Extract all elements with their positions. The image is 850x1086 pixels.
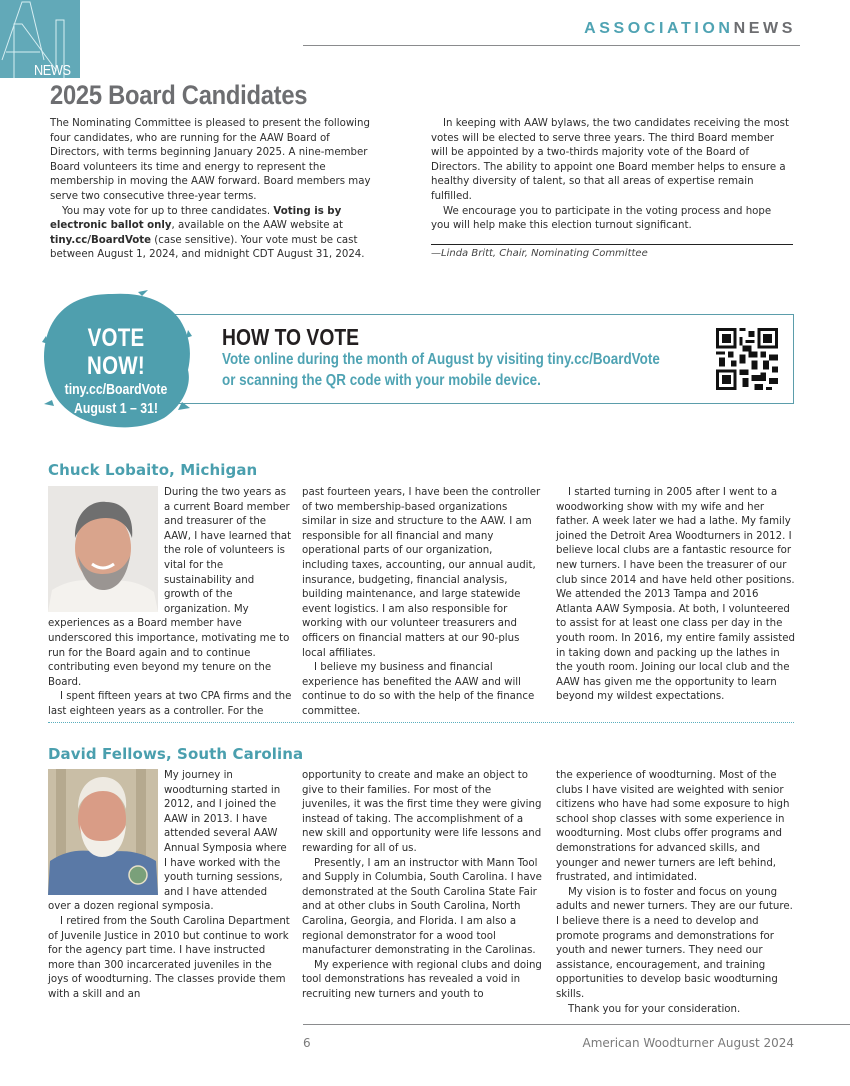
candidate-2-paragraph-7: My vision is to foster and focus on young adults and newer turners. They are our future. I believe there is a need to develop and promote programs and demonstrations for youth and newer turners. They need our assistance, encouragement, and training opportunities to develop basic woodturning skills. — [556, 886, 793, 1000]
vote-now-dates: August 1 – 31! — [73, 400, 159, 417]
encourage-paragraph: We encourage you to participate in the voting process and hope you will help make this election turnout significant. — [431, 205, 772, 232]
vote-link[interactable]: tiny.cc/BoardVote — [50, 234, 152, 246]
publication-name: American Woodturner August 2024 — [582, 1036, 794, 1050]
intro-voting-paragraph — [50, 205, 382, 263]
candidate-2-paragraph-3: opportunity to create and make an object to give to their families. For most of the juveniles, it was the first time they were giving instead of taking. The accomplishment of a new skill and opportunity were life lessons and rewarding for all of us. — [302, 770, 542, 854]
candidate-2-paragraph-6: the experience of woodturning. Most of the clubs I have visited are weighted with senior citizens who have had some exposure to high school shop classes with some experience in woodturning. Most clubs offer programs and demonstrations for advanced skills, and younger and newer turners are left behind, frustrated, and intimidated. — [556, 770, 790, 884]
candidate-2-column-3 — [556, 769, 796, 1017]
section-label — [584, 20, 796, 38]
candidate-1-column-1 — [48, 486, 292, 720]
candidate-2-paragraph-8: Thank you for your consideration. — [568, 1003, 741, 1015]
header-rule — [303, 45, 800, 46]
candidate-1-paragraph-1: During the two years as a current Board member and treasurer of the AAW, I have learned that the role of volunteers is vital for the sustainability and growth of the organization. My experiences as a Board member have underscored this importance, motivating me to run for the Board again and to continue contributing even beyond my tenure on the Board. — [48, 487, 292, 688]
logo-news-word: NEWS — [34, 62, 71, 78]
candidate-2-paragraph-2: I retired from the South Carolina Department of Juvenile Justice in 2010 but continue to work for the agency part time. I have instructed more than 300 incarcerated juveniles in the joys of woodturning. The classes provide them with a skill and an — [48, 915, 290, 1000]
how-to-vote-heading: HOW TO VOTE — [222, 324, 360, 350]
text-run: You may vote for up to three candidates. — [62, 205, 274, 217]
candidate-1-paragraph-5: I started turning in 2005 after I went to a woodworking show with my wife and her father. A week later we had a lathe. My family joined the Detroit Area Woodturners in 2012. I believe local clubs are a fantastic resource for new turners. I have been the treasurer of our club since 2014 and have held other positions. We attended the 2013 Tampa and 2016 Atlanta AAW Symposia. At both, I volunteered to assist for at least one class per day in the youth room. In 2016, my entire family assisted in taking down and packing up the lathes in the youth room. Joining our local club and the AAW has given me the opportunity to learn beyond my wildest expectations. — [556, 487, 795, 703]
candidate-2-paragraph-1: My journey in woodturning started in 2012, and I joined the AAW in 2013. I have attended several AAW Annual Symposia where I have worked with the youth turning sessions, and I have attended over a dozen regional symposia. — [48, 770, 287, 913]
intro-right-column — [431, 117, 793, 234]
candidate-photo-david — [48, 769, 158, 895]
candidate-1-paragraph-2: I spent fifteen years at two CPA firms and the last eighteen years as a controller. For the — [48, 691, 292, 717]
candidate-2-paragraph-5: My experience with regional clubs and doing tool demonstrations has revealed a void in recruiting new turners and youth to — [302, 959, 542, 1000]
candidate-2-column-2 — [302, 769, 542, 1003]
intro-paragraph: The Nominating Committee is pleased to present the following four candidates, who are running for the AAW Board of Directors, with terms beginning January 2025. A nine-member Board volunteers its time and energy to represent the membership in moving the AAW forward. Board members may serve two consecutive three-year terms. — [50, 118, 371, 202]
candidate-divider — [48, 722, 794, 723]
candidate-1-paragraph-3: past fourteen years, I have been the controller of two membership-based organizations similar in size and structure to the AAW. I am responsible for all financial and many operational parts of our organization, including taxes, accounting, our annual audit, insurance, budgeting, financial analysis, building maintenance, and large statewide event logistics. I am also responsible for working with our volunteer treasurers and officers on financial matters at our 90-plus local affiliates. — [302, 487, 541, 659]
how-to-vote-line-2: or scanning the QR code with your mobile device. — [222, 372, 541, 389]
candidate-name-david-fellows: David Fellows, South Carolina — [48, 745, 304, 763]
candidate-1-column-2 — [302, 486, 542, 720]
page-number: 6 — [303, 1036, 311, 1050]
vote-now-splash — [50, 324, 182, 418]
candidate-2-column-1 — [48, 769, 292, 1003]
intro-left-column — [50, 117, 382, 263]
portrait-icon — [48, 486, 158, 612]
text-run: , available on the AAW website at — [171, 220, 344, 232]
page-title: 2025 Board Candidates — [50, 80, 308, 110]
candidate-1-column-3 — [556, 486, 796, 705]
bold-ballot-text: Voting is by electronic ballot only — [50, 205, 342, 232]
signature: —Linda Britt, Chair, Nominating Committee — [431, 248, 648, 259]
text-run: (case sensitive). Your vote must be cast between August 1, 2024, and midnight CDT August 31, 2024. — [50, 234, 365, 261]
candidate-2-paragraph-4: Presently, I am an instructor with Mann Tool and Supply in Columbia, South Carolina. I have demonstrated at the South Carolina State Fair and at other clubs in South Carolina, North Carolina, Georgia, and Florida. I am also a regional demonstrator for a wood tool manufacturer demonstrating in the Carolinas. — [302, 857, 542, 957]
qr-code-icon[interactable] — [716, 328, 778, 390]
portrait-icon — [48, 769, 158, 895]
bylaws-paragraph: In keeping with AAW bylaws, the two candidates receiving the most votes will be elected to serve three years. The third Board member will be appointed by a two-thirds majority vote of the Board of Directors. The ability to appoint one Board member helps to ensure a healthy diversity of talent, so that all areas of expertise remain fulfilled. — [431, 118, 789, 202]
candidate-name-chuck-lobaito: Chuck Lobaito, Michigan — [48, 461, 258, 479]
candidate-1-paragraph-4: I believe my business and financial experience has benefited the AAW and will continue to do so with the help of the finance committee. — [302, 662, 535, 717]
vote-now-url[interactable]: tiny.cc/BoardVote — [64, 381, 168, 398]
section-label-association: ASSOCIATION — [584, 20, 734, 37]
vote-now-title: VOTE NOW! — [87, 324, 145, 380]
signature-rule — [431, 244, 793, 245]
how-to-vote-line-1: Vote online during the month of August by visiting tiny.cc/BoardVote — [222, 351, 660, 368]
footer-rule — [303, 1024, 850, 1025]
an-news-logo — [0, 0, 80, 78]
section-label-news: NEWS — [733, 20, 796, 37]
candidate-photo-chuck — [48, 486, 158, 612]
